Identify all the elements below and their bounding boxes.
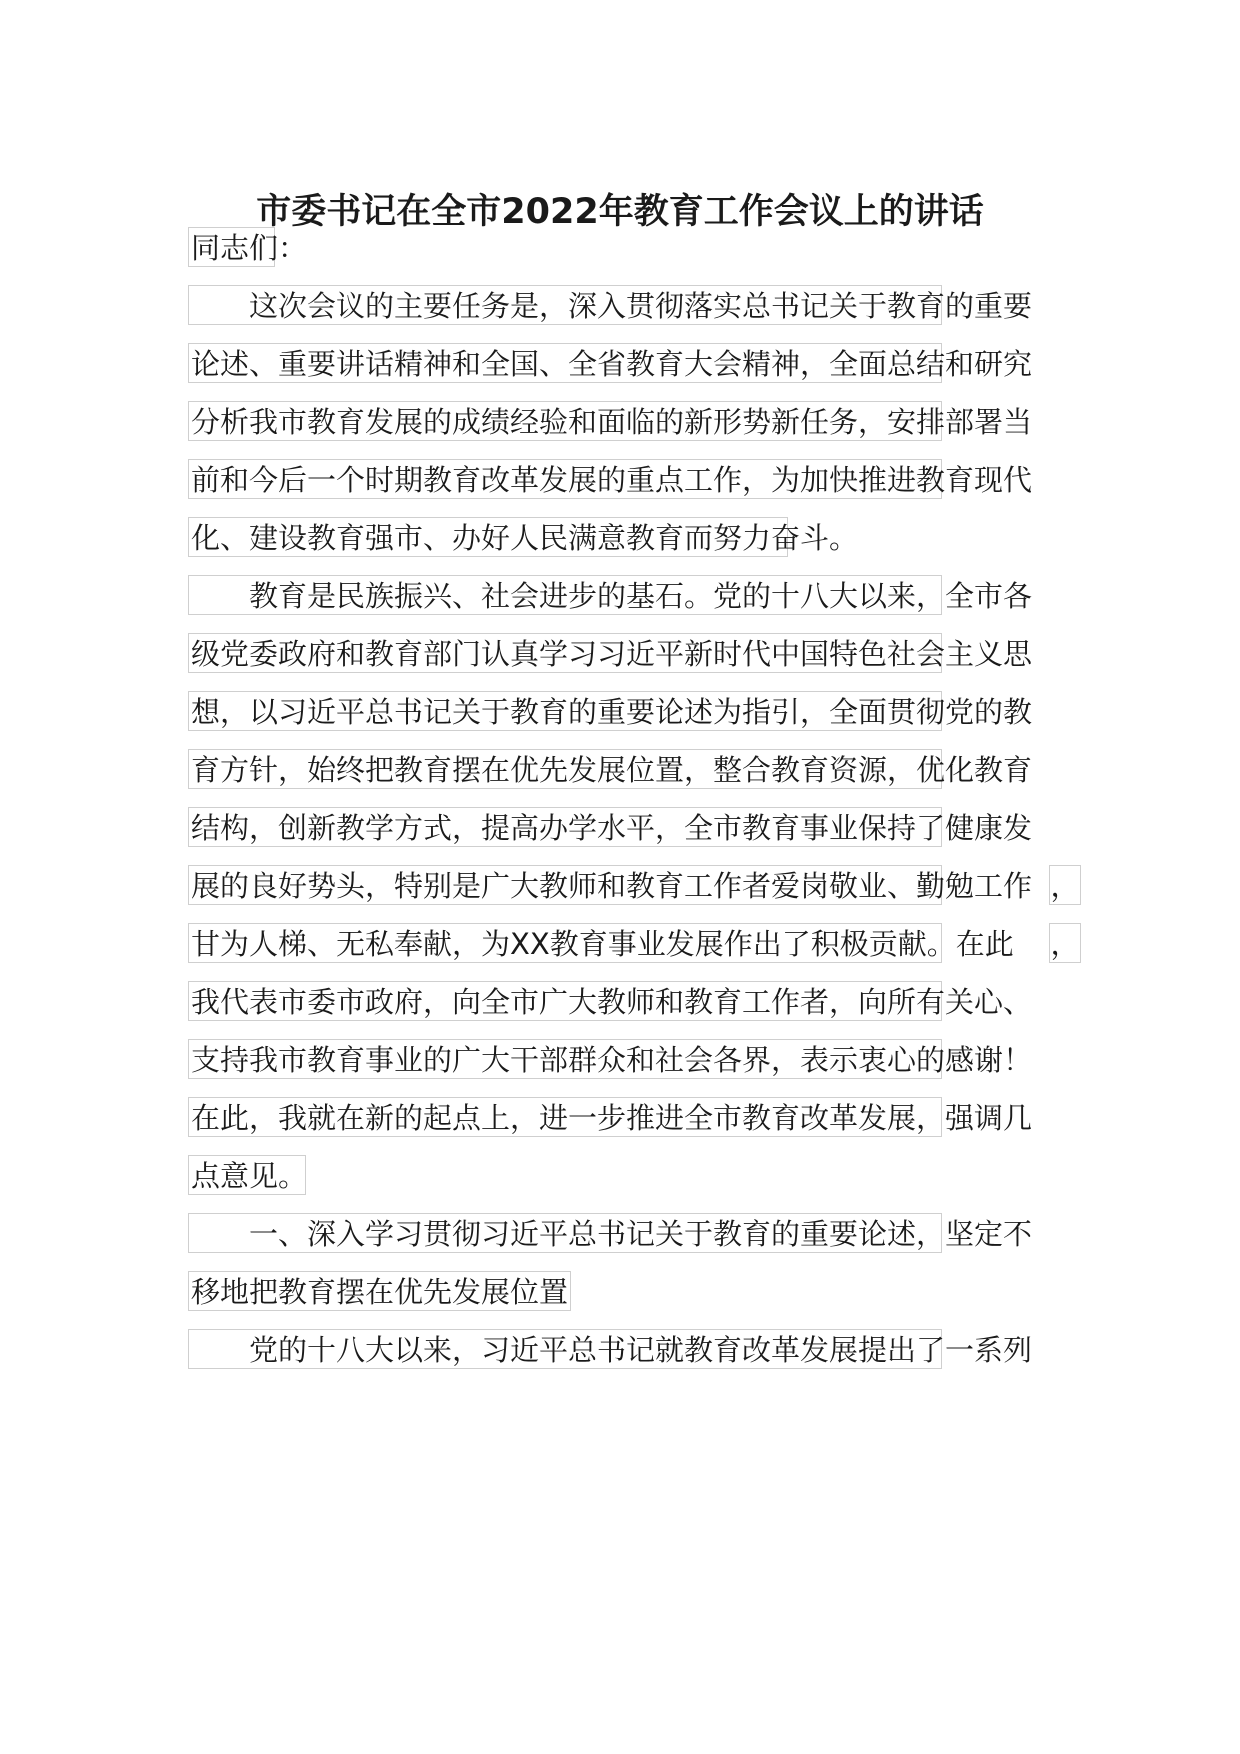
text-line: 育方针，始终把教育摆在优先发展位置，整合教育资源，优化教育 — [188, 749, 942, 789]
text-line: 支持我市教育事业的广大干部群众和社会各界，表示衷心的感谢！ — [188, 1039, 942, 1079]
text-line: 分析我市教育发展的成绩经验和面临的新形势新任务，安排部署当 — [188, 401, 942, 441]
text-line: 在此，我就在新的起点上，进一步推进全市教育改革发展，强调几 — [188, 1097, 942, 1137]
text-line: 论述、重要讲话精神和全国、全省教育大会精神，全面总结和研究 — [188, 343, 942, 383]
text-line: 教育是民族振兴、社会进步的基石。党的十八大以来，全市各 — [188, 575, 942, 615]
text-line: 点意见。 — [188, 1155, 306, 1195]
text-line: 前和今后一个时期教育改革发展的重点工作，为加快推进教育现代 — [188, 459, 942, 499]
text-line: 结构，创新教学方式，提高办学水平，全市教育事业保持了健康发 — [188, 807, 942, 847]
document-title: 市委书记在全市2022年教育工作会议上的讲话 — [256, 192, 984, 232]
text-line: 想，以习近平总书记关于教育的重要论述为指引，全面贯彻党的教 — [188, 691, 942, 731]
text-line: 同志们： — [188, 227, 275, 267]
text-line: 甘为人梯、无私奉献，为XX教育事业发展作出了积极贡献。在此 — [188, 923, 942, 963]
text-line: 化、建设教育强市、办好人民满意教育而努力奋斗。 — [188, 517, 788, 557]
text-line: 我代表市委市政府，向全市广大教师和教育工作者，向所有关心、 — [188, 981, 942, 1021]
text-line: 党的十八大以来，习近平总书记就教育改革发展提出了一系列 — [188, 1329, 942, 1369]
text-line: 展的良好势头，特别是广大教师和教育工作者爱岗敬业、勤勉工作 — [188, 865, 942, 905]
overflow-punctuation: ， — [1049, 865, 1081, 905]
text-line: 这次会议的主要任务是，深入贯彻落实总书记关于教育的重要 — [188, 285, 942, 325]
section-heading-line: 一、深入学习贯彻习近平总书记关于教育的重要论述，坚定不 — [188, 1213, 942, 1253]
text-line: 级党委政府和教育部门认真学习习近平新时代中国特色社会主义思 — [188, 633, 942, 673]
section-heading-line: 移地把教育摆在优先发展位置 — [188, 1271, 571, 1311]
overflow-punctuation: ， — [1049, 923, 1081, 963]
